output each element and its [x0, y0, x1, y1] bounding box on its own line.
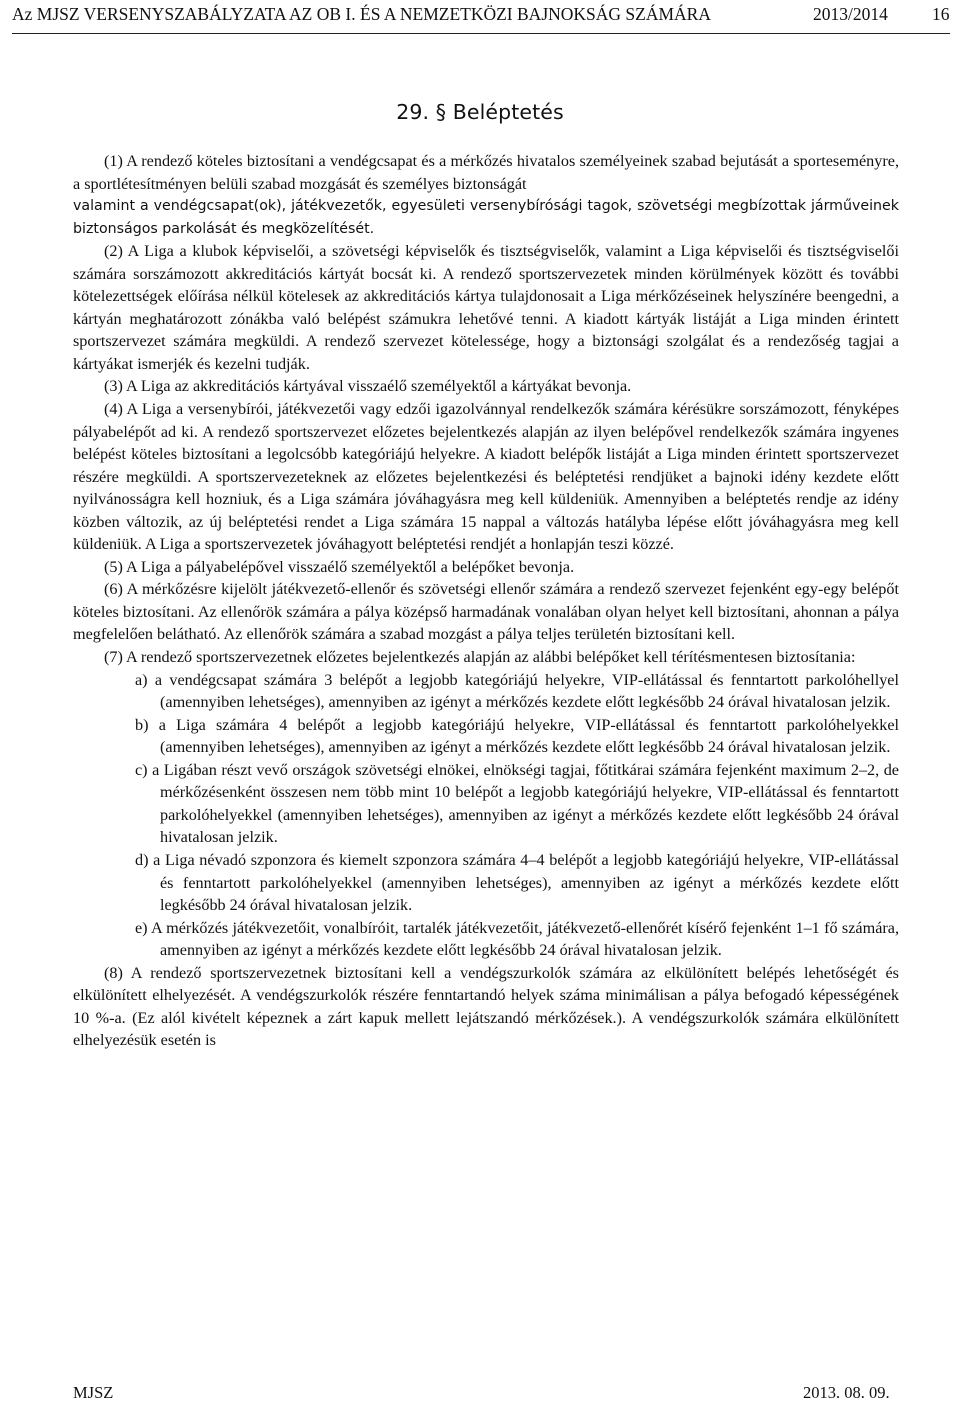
- section-title: 29. § Beléptetés: [396, 100, 564, 124]
- paragraph-4: (4) A Liga a versenybírói, játékvezetői vagy edzői igazolvánnyal rendelkezők számára kérésükre sorszámozott, fényképes pályabelépőt ad ki. A rendező sportszervezet előzetes bejelentkezés alapján az ilyen belépővel rendelkezők számára ingyenes belépést köteles biztosítani a legolcsóbb kategóriájú helyekre. A kiadott belépők listáját a Liga minden érintett sportszervezet részére megküldi. A sportszervezeteknek az előzetes bejelentkezési és beléptetési rendjüket a bajnoki idény kezdete előtt nyilvánosságra kell hozniuk, és a Liga számára jóváhagyásra meg kell küldeniük. Amennyiben a beléptetés rendje az idény közben változik, az új beléptetési rendet a Liga számára 15 nappal a változás hatályba lépése előtt jóváhagyásra meg kell küldeniük. A Liga a sportszervezetek jóváhagyott beléptetési rendjét a honlapján teszi közzé.: [73, 400, 899, 554]
- paragraph-1-continued: valamint a vendégcsapat(ok), játékvezetők, egyesületi versenybírósági tagok, szövetségi megbízottak járműveinek biztonságos parkolását és megközelítését.: [73, 198, 899, 237]
- header-divider: [12, 33, 950, 34]
- paragraph-6: (6) A mérkőzésre kijelölt játékvezető-ellenőr és szövetségi ellenőr számára a rendező szervezet fejenként egy-egy belépőt köteles biztosítani. Az ellenőrök számára a pálya középső harmadának vonalában olyan helyet kell biztosítani, ahonnan a pálya megfelelően belátható. Az ellenőrök számára a szabad mozgást a pálya teljes területén biztosítani kell.: [73, 580, 899, 644]
- paragraph-2: (2) A Liga a klubok képviselői, a szövetségi képviselők és tisztségviselők, valamint a Liga képviselői és tisztségviselői számára sorszámozott akkreditációs kártyát bocsát ki. A rendező sportszervezetek minden körülmények között és további kötelezettségek előírása nélkül kötelesek az akkreditációs kártya tulajdonosait a Liga mérkőzéseinek helyszínére beengedni, a kártyán meghatározott zónákba való belépést számukra lehetővé tenni. A kiadott kártyák listáját a Liga minden érintett sportszervezet számára megküldi. A rendező szervezet kötelessége, hogy a biztonsági szolgálat és a rendezőség tagjai a kártyákat ismerjék és kezelni tudják.: [73, 242, 899, 373]
- footer-org: MJSZ: [73, 1383, 114, 1402]
- header-season: 2013/2014: [813, 4, 888, 24]
- list-item: e) A mérkőzés játékvezetőit, vonalbíróit, tartalék játékvezetőit, játékvezető-ellenőrét kísérő fejenként 1–1 fő számára, amennyiben az igényt a mérkőzés kezdete előtt legkésőbb 24 órával hivatalosan jelzik.: [135, 918, 899, 960]
- list-item: c) a Ligában részt vevő országok szövetségi elnökei, elnökségi tagjai, főtitkárai számára fejenként maximum 2–2, de mérkőzésenként összesen nem több mint 10 belépőt a legjobb kategóriájú helyekre, VIP-ellátással és fenntartott parkolóhelyekkel (amennyiben lehetséges), amennyiben az igényt a mérkőzés kezdete előtt legkésőbb 24 órával hivatalosan jelzik.: [135, 760, 899, 847]
- list-item: b) a Liga számára 4 belépőt a legjobb kategóriájú helyekre, VIP-ellátással és fenntartott parkolóhelyekkel (amennyiben lehetséges), amennyiben az igényt a mérkőzés kezdete előtt legkésőbb 24 órával hivatalosan jelzik.: [135, 715, 899, 757]
- page-header: [0, 4, 960, 28]
- paragraph-7: (7) A rendező sportszervezetnek előzetes bejelentkezés alapján az alábbi belépőket kell térítésmentesen biztosítania:: [104, 648, 856, 667]
- header-title: Az MJSZ VERSENYSZABÁLYZATA AZ OB I. ÉS A NEMZETKÖZI BAJNOKSÁG SZÁMÁRA: [12, 4, 711, 24]
- footer-date: 2013. 08. 09.: [803, 1383, 890, 1402]
- paragraph-3: (3) A Liga az akkreditációs kártyával visszaélő személyektől a kártyákat bevonja.: [104, 377, 632, 396]
- paragraph-1: (1) A rendező köteles biztosítani a vendégcsapat és a mérkőzés hivatalos személyeinek szabad bejutását a sporteseményre, a sportlétesítményen belüli szabad mozgását és személyes biztonságát: [73, 152, 899, 193]
- list-item: d) a Liga névadó szponzora és kiemelt szponzora számára 4–4 belépőt a legjobb kategóriájú helyekre, VIP-ellátással és fenntartott parkolóhelyekkel (amennyiben lehetséges), amennyiben az igényt a mérkőzés kezdete előtt legkésőbb 24 órával hivatalosan jelzik.: [135, 850, 899, 915]
- page-number: 16: [932, 4, 950, 24]
- document-body: [73, 150, 899, 1052]
- list-item: a) a vendégcsapat számára 3 belépőt a legjobb kategóriájú helyekre, VIP-ellátással és fenntartott parkolóhellyel (amennyiben lehetséges), amennyiben az igényt a mérkőzés kezdete előtt legkésőbb 24 órával hivatalosan jelzik.: [135, 670, 899, 712]
- paragraph-8: (8) A rendező sportszervezetnek biztosítani kell a vendégszurkolók számára az elkülönített belépés lehetőségét és elkülönített elhelyezését. A vendégszurkolók részére fenntartandó helyek száma minimálisan a pálya befogadó képességének 10 %-a. (Ez alól kivételt képeznek a zárt kapuk mellett lejátszandó mérkőzések.). A vendégszurkolók számára elkülönített elhelyezésük esetén is: [73, 963, 899, 1050]
- entitlement-list: [73, 669, 899, 962]
- paragraph-5: (5) A Liga a pályabelépővel visszaélő személyektől a belépőket bevonja.: [104, 557, 575, 576]
